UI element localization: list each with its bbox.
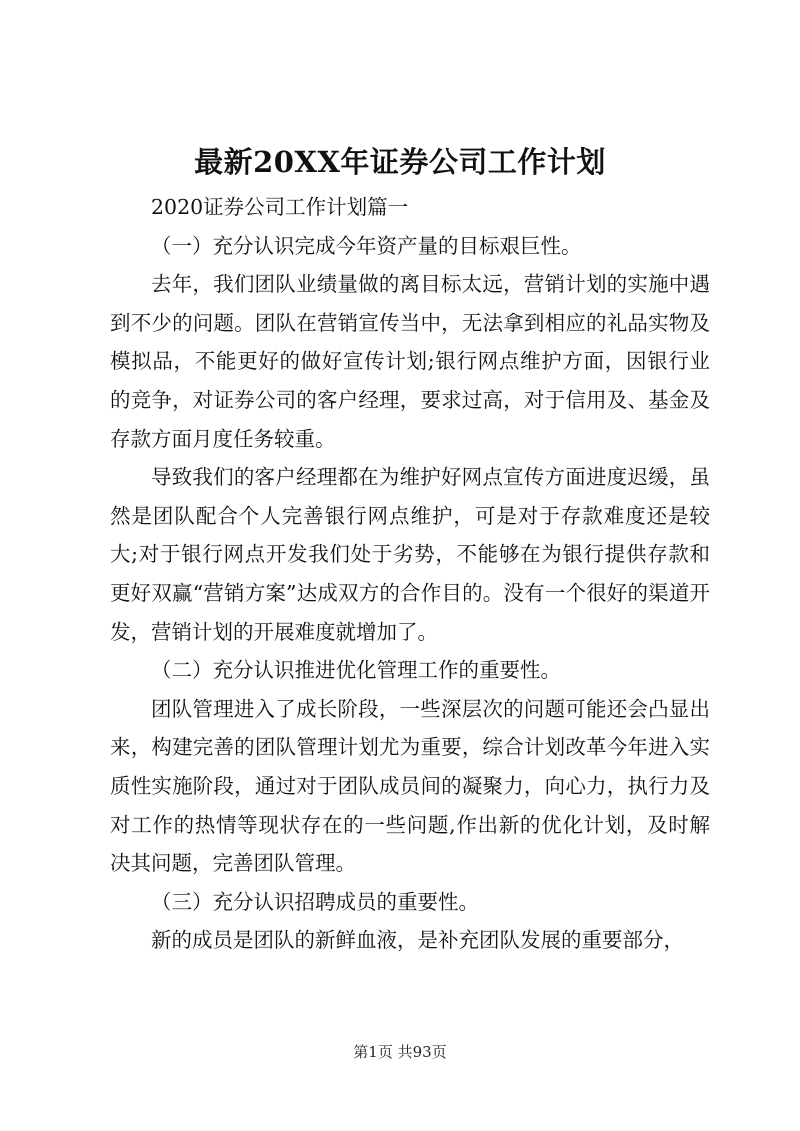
paragraph-2: 导致我们的客户经理都在为维护好网点宣传方面进度迟缓，虽然是团队配合个人完善银行网点维护，可是对于存款难度还是较大;对于银行网点开发我们处于劣势，不能够在为银行提供存款和更好双赢“营销方案”达成双方的合作目的。没有一个很好的渠道开发，营销计划的开展难度就增加了。 (110, 465, 710, 644)
page-footer: 第1页 共93页 (353, 1043, 447, 1061)
paragraph-3: 团队管理进入了成长阶段，一些深层次的问题可能还会凸显出来，构建完善的团队管理计划尤为重要，综合计划改革今年进入实质性实施阶段，通过对于团队成员间的凝聚力，向心力，执行力及对工作的热情等现状存在的一些问题,作出新的优化计划，及时解决其问题，完善团队管理。 (110, 696, 710, 876)
document-title: 最新20XX年证券公司工作计划 (194, 145, 606, 179)
section-heading-2: （二）充分认识推进优化管理工作的重要性。 (151, 658, 561, 683)
section-heading-1: （一）充分认识完成今年资产量的目标艰巨性。 (151, 233, 582, 258)
section-heading-3: （三）充分认识招聘成员的重要性。 (151, 889, 479, 914)
paragraph-4: 新的成员是团队的新鲜血液，是补充团队发展的重要部分， (151, 928, 684, 953)
document-body (110, 188, 710, 960)
section-subtitle: 2020证券公司工作计划篇一 (151, 195, 409, 219)
paragraph-1: 去年，我们团队业绩量做的离目标太远，营销计划的实施中遇到不少的问题。团队在营销宣传当中，无法拿到相应的礼品实物及模拟品，不能更好的做好宣传计划;银行网点维护方面，因银行业的竞争，对证券公司的客户经理，要求过高，对于信用及、基金及存款方面月度任务较重。 (110, 272, 710, 451)
